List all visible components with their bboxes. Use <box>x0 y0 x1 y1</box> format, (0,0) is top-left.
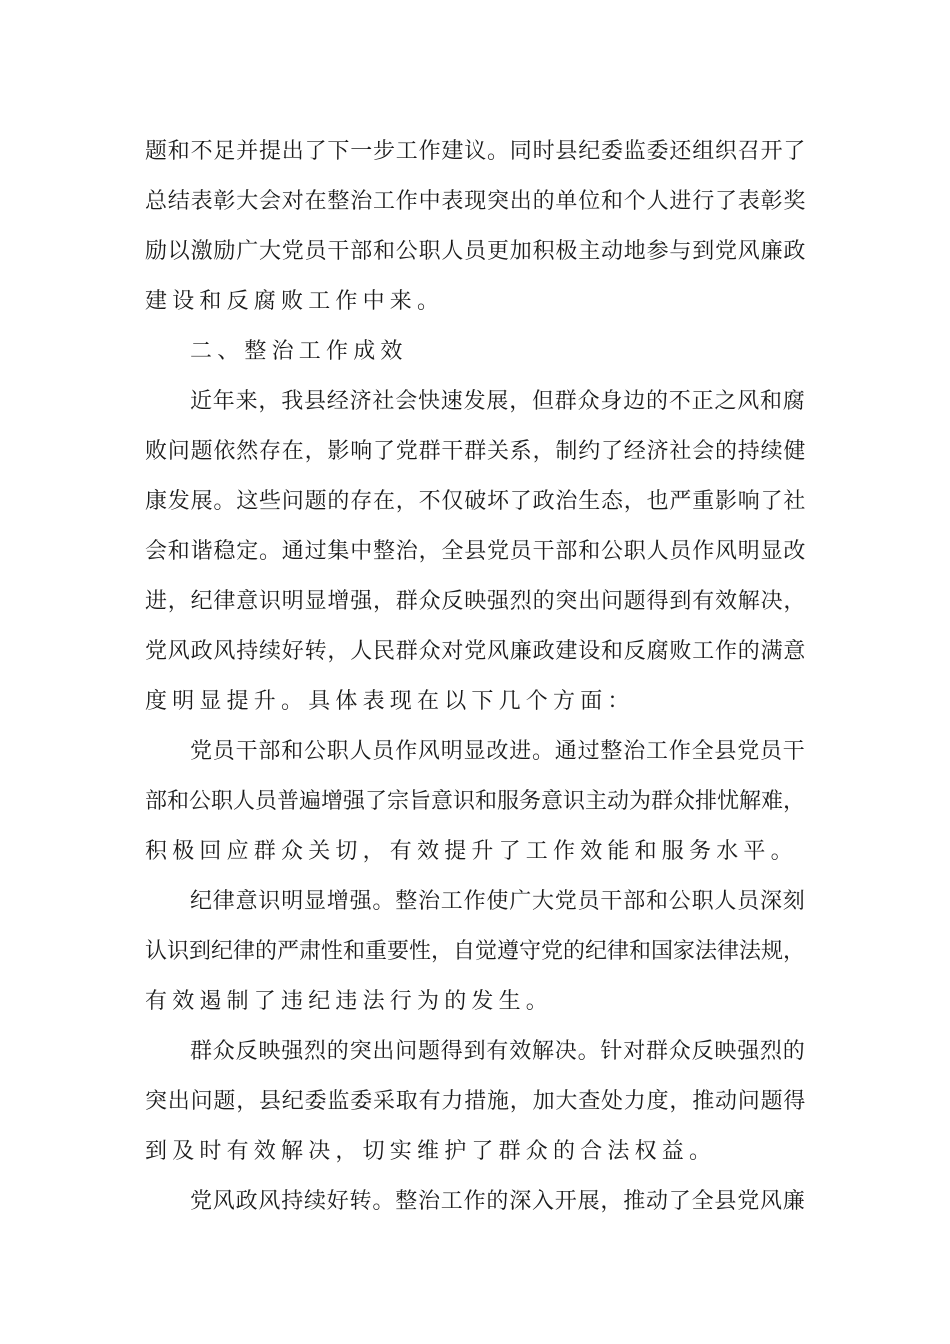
paragraph-line: 党员干部和公职人员作风明显改进。通过整治工作全县党员干 <box>190 739 806 764</box>
paragraph-line: 到及时有效解决，切实维护了群众的合法权益。 <box>145 1139 717 1164</box>
paragraph-line: 积极回应群众关切，有效提升了工作效能和服务水平。 <box>145 839 798 864</box>
paragraph-line: 近年来，我县经济社会快速发展，但群众身边的不正之风和腐 <box>190 389 806 414</box>
section-heading: 二、整治工作成效 <box>190 339 408 364</box>
paragraph-line: 康发展。这些问题的存在，不仅破坏了政治生态，也严重影响了社 <box>145 489 807 514</box>
paragraph-line: 建设和反腐败工作中来。 <box>145 289 445 314</box>
paragraph-line: 群众反映强烈的突出问题得到有效解决。针对群众反映强烈的 <box>190 1039 806 1064</box>
paragraph-line: 进，纪律意识明显增强，群众反映强烈的突出问题得到有效解决， <box>145 589 807 614</box>
paragraph-line: 党风政风持续好转，人民群众对党风廉政建设和反腐败工作的满意 <box>145 639 807 664</box>
paragraph-line: 题和不足并提出了下一步工作建议。同时县纪委监委还组织召开了 <box>145 139 807 164</box>
paragraph-line: 度明显提升。具体表现在以下几个方面： <box>145 689 635 714</box>
paragraph-line: 认识到纪律的严肃性和重要性，自觉遵守党的纪律和国家法律法规， <box>145 939 806 964</box>
paragraph-line: 突出问题，县纪委监委采取有力措施，加大查处力度，推动问题得 <box>145 1089 807 1114</box>
paragraph-line: 励以激励广大党员干部和公职人员更加积极主动地参与到党风廉政 <box>145 239 807 264</box>
paragraph-line: 纪律意识明显增强。整治工作使广大党员干部和公职人员深刻 <box>190 889 806 914</box>
paragraph-line: 总结表彰大会对在整治工作中表现突出的单位和个人进行了表彰奖 <box>145 189 807 214</box>
paragraph-line: 败问题依然存在，影响了党群干群关系，制约了经济社会的持续健 <box>145 439 807 464</box>
paragraph-line: 部和公职人员普遍增强了宗旨意识和服务意识主动为群众排忧解难， <box>145 789 806 814</box>
paragraph-line: 党风政风持续好转。整治工作的深入开展，推动了全县党风廉 <box>190 1189 806 1214</box>
paragraph-line: 有效遏制了违纪违法行为的发生。 <box>145 989 554 1014</box>
paragraph-line: 会和谐稳定。通过集中整治，全县党员干部和公职人员作风明显改 <box>145 539 807 564</box>
